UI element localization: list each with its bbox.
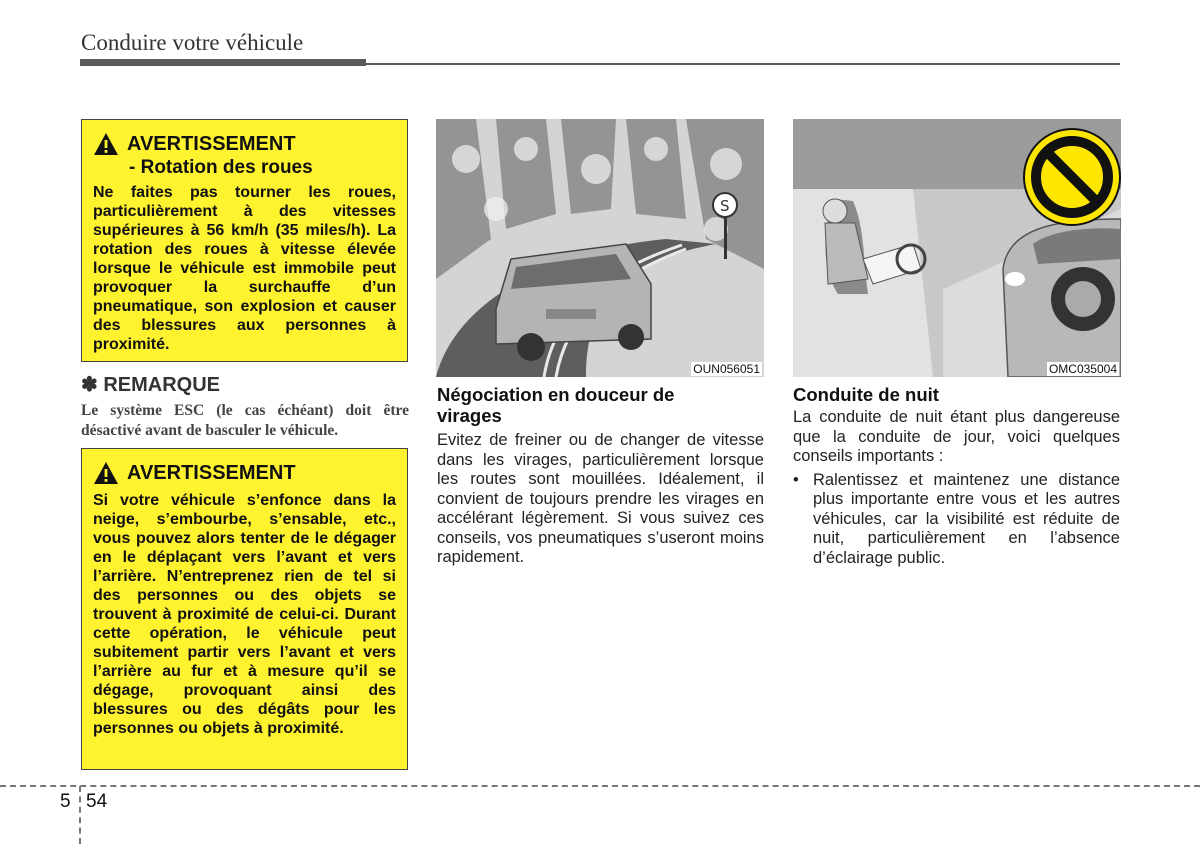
figure-code: OMC035004: [1048, 362, 1117, 376]
warning-triangle-icon: [93, 132, 119, 156]
bullet-mark: •: [793, 470, 799, 489]
footer-separator: [79, 786, 81, 844]
page-number: 54: [86, 791, 108, 812]
list-item: [793, 471, 1120, 569]
warning-box-wheel-spin: [81, 119, 408, 362]
snowy-road-illustration: [436, 119, 764, 377]
night-section: [793, 408, 1120, 568]
warning-title: AVERTISSEMENT: [127, 132, 296, 155]
warning-subtitle: - Rotation des roues: [129, 157, 313, 178]
warning-body: Ne faites pas tourner les roues, particulièrement à des vitesses supérieures à 56 km/h (35 miles/h). La rotation des roues à vitesse élevée lorsque le véhicule est immobile peut provoquer la surchauffe d’un pneumatique, son explosion et causer des blessures aux personnes à proximité.: [93, 184, 396, 353]
warning-title: AVERTISSEMENT: [127, 461, 296, 484]
curves-heading: Négociation en douceur de virages: [437, 384, 675, 426]
night-intro-text: La conduite de nuit étant plus dangereuse que la conduite de jour, voici quelques conseils importants :: [793, 408, 1120, 465]
curves-text: Evitez de freiner ou de changer de vitesse dans les virages, particulièrement lorsque les routes sont mouillées. Idéalement, il convient de toujours prendre les virages en accélérant légèrement. Si vous suivez ces conseils, vos pneumatiques s’useront moins rapidement.: [437, 431, 764, 566]
header-rule-thick: [80, 59, 366, 66]
bullet-text: Ralentissez et maintenez une distance plus importante entre vous et les autres véhicules, car la visibilité est réduite de nuit, particulièrement en l’absence d’éclairage public.: [813, 470, 1120, 567]
remark-title: ✽ REMARQUE: [81, 374, 220, 396]
night-heading: Conduite de nuit: [793, 384, 939, 405]
warning-triangle-icon: [93, 461, 119, 485]
warning-box-stuck-vehicle: [81, 448, 408, 770]
remark-text: Le système ESC (le cas échéant) doit être désactivé avant de basculer le véhicule.: [81, 402, 409, 439]
svg-text:S: S: [720, 197, 730, 215]
warning-body: Si votre véhicule s’enfonce dans la neige, s’embourbe, s’ensable, etc., vous pouvez alors tenter de le dégager en le déplaçant vers l’avant et vers l’arrière. N’entreprenez rien de tel si des personnes ou des objets se trouvent à proximité de celui-ci. Durant cette opération, le véhicule peut subitement partir vers l’avant et vers l’arrière au fur et à mesure qu’il se dégage, provoquant ainsi des blessures ou des dégâts pour les personnes ou objets à proximité.: [93, 492, 396, 737]
footer-rule: [0, 785, 1200, 787]
figure-code: OUN056051: [693, 362, 760, 376]
page-section-number: 5: [60, 791, 71, 812]
night-driving-illustration: [793, 119, 1121, 377]
page-header-title: Conduire votre véhicule: [81, 30, 304, 55]
figure-night-driving: [793, 119, 1121, 377]
figure-snowy-curve: [436, 119, 764, 377]
header-rule-thin: [366, 63, 1120, 65]
